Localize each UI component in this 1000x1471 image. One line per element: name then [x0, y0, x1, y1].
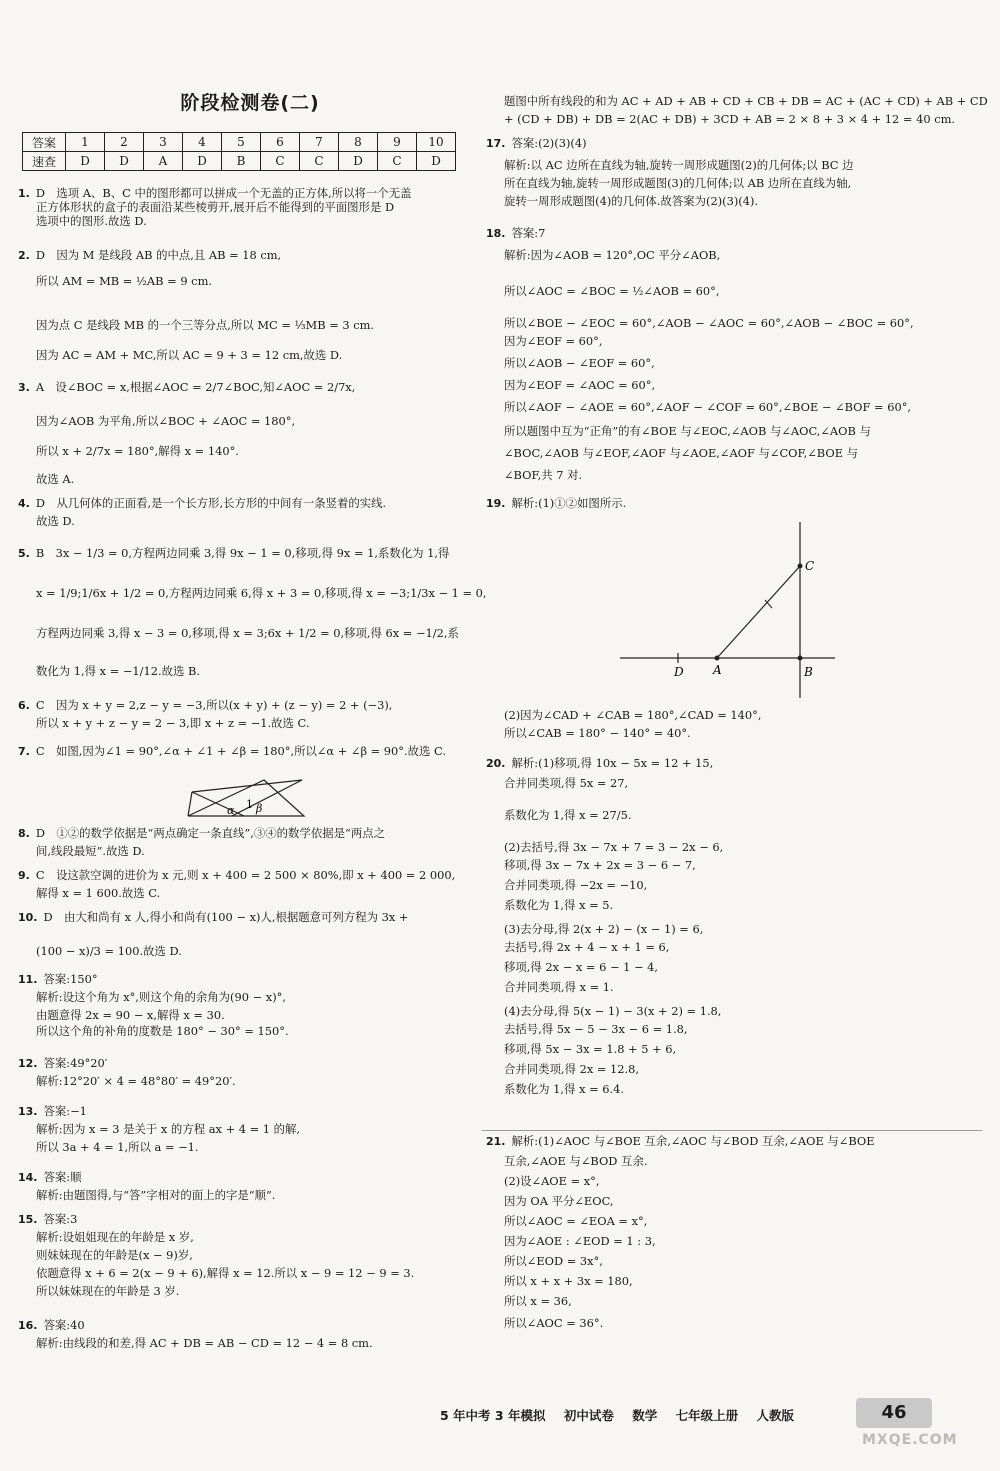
- text-line: [36, 1008, 225, 1022]
- text-line: [36, 318, 374, 332]
- line-text: 所以∠AOC = 36°.: [504, 1316, 604, 1330]
- line-text: 所以妹妹现在的年龄是 3 岁.: [36, 1284, 180, 1298]
- answer-table-cell: 7: [300, 133, 339, 152]
- question-number: 13.: [18, 1105, 38, 1118]
- line-text: 合并同类项,得 5x = 27,: [504, 776, 629, 790]
- text-line: [36, 1122, 300, 1136]
- question-number: 12.: [18, 1057, 38, 1070]
- text-line: [18, 496, 386, 511]
- text-line: [504, 1174, 599, 1188]
- text-line: [504, 176, 851, 190]
- beta-label: β: [256, 802, 263, 815]
- line-text: 解析:(1)①②如图所示.: [511, 496, 627, 510]
- line-text: 所以∠CAB = 180° − 140° = 40°.: [504, 726, 691, 740]
- line-text: 所以∠BOE − ∠EOC = 60°,∠AOB − ∠AOC = 60°,∠AOB − ∠BOC = 60°,: [504, 316, 914, 330]
- text-line: [504, 400, 911, 414]
- point-b-label: B: [804, 665, 813, 679]
- line-text: B 3x − 1/3 = 0,方程两边同乘 3,得 9x − 1 = 0,移项,得 9x = 1,系数化为 1,得: [35, 546, 450, 560]
- point-c-label: C: [805, 559, 815, 573]
- text-line: [504, 356, 655, 370]
- footer-brand: 5 年中考 3 年模拟: [440, 1408, 546, 1423]
- line-text: 系数化为 1,得 x = 27/5.: [504, 808, 632, 822]
- text-line: [504, 1194, 614, 1208]
- text-line: [504, 284, 719, 298]
- question-number: 6.: [18, 699, 30, 712]
- line-text: 答案:150°: [43, 972, 98, 986]
- text-line: [36, 1266, 414, 1280]
- line-text: (2)去括号,得 3x − 7x + 7 = 3 − 2x − 6,: [504, 840, 724, 854]
- text-line: [36, 1248, 193, 1262]
- line-text: 因为∠AOE : ∠EOD = 1 : 3,: [504, 1234, 656, 1248]
- question-number: 7.: [18, 745, 30, 758]
- line-text: 所以 3a + 4 = 1,所以 a = −1.: [36, 1140, 199, 1154]
- watermark: MXQE.COM: [862, 1432, 958, 1448]
- line-text: ∠BOF,共 7 对.: [504, 468, 583, 482]
- text-line: [36, 274, 212, 288]
- text-line: [504, 468, 582, 482]
- text-line: [36, 514, 75, 528]
- line-text: 所以∠EOD = 3x°,: [504, 1254, 603, 1268]
- line-text: + (CD + DB) + DB = 2(AC + DB) + 3CD + AB = 2 × 8 + 3 × 4 + 12 = 40 cm.: [504, 112, 956, 126]
- text-line: [36, 414, 295, 428]
- question-number: 9.: [18, 869, 30, 882]
- figure-q7: [182, 770, 312, 822]
- text-line: [504, 1214, 647, 1228]
- answer-table-cell: 9: [378, 133, 417, 152]
- text-line: [18, 248, 281, 263]
- line-text: C 设这款空调的进价为 x 元,则 x + 400 = 2 500 × 80%,即 x + 400 = 2 000,: [35, 868, 456, 882]
- text-line: [486, 136, 587, 151]
- answer-table-header: 答案: [23, 133, 66, 152]
- line-text: 所以 x = 36,: [504, 1294, 572, 1308]
- text-line: [486, 226, 545, 241]
- text-line: [18, 972, 98, 987]
- line-text: 解析:因为 x = 3 是关于 x 的方程 ax + 4 = 1 的解,: [36, 1122, 301, 1136]
- question-number: 1.: [18, 187, 30, 200]
- line-text: 因为点 C 是线段 MB 的一个三等分点,所以 MC = ⅓MB = 3 cm.: [36, 318, 375, 332]
- text-line: [504, 840, 723, 854]
- line-text: 解析:12°20′ × 4 = 48°80′ = 49°20′.: [36, 1074, 236, 1088]
- line-text: D 选项 A、B、C 中的图形都可以拼成一个无盖的正方体,所以将一个无盖: [35, 186, 412, 200]
- text-line: [18, 1056, 107, 1071]
- text-line: [36, 1140, 199, 1154]
- line-text: 因为 AC = AM + MC,所以 AC = 9 + 3 = 12 cm,故选 D.: [36, 348, 343, 362]
- line-text: 解析:设姐姐现在的年龄是 x 岁,: [36, 1230, 194, 1244]
- text-line: [504, 922, 703, 936]
- text-line: [504, 1254, 603, 1268]
- line-text: x = 1/9;1/6x + 1/2 = 0,方程两边同乘 6,得 x + 3 = 0,移项,得 x = −3;1/3x − 1 = 0,: [36, 586, 487, 600]
- answer-table-cell: C: [261, 152, 300, 171]
- line-text: D 从几何体的正面看,是一个长方形,长方形的中间有一条竖着的实线.: [35, 496, 387, 510]
- line-text: 解析:因为∠AOB = 120°,OC 平分∠AOB,: [504, 248, 721, 262]
- question-number: 4.: [18, 497, 30, 510]
- footer-edition: 人教版: [756, 1408, 794, 1423]
- question-number: 19.: [486, 497, 506, 510]
- section-divider: [482, 1130, 982, 1131]
- text-line: [504, 940, 669, 954]
- text-line: [18, 910, 408, 925]
- line-text: 答案:(2)(3)(4): [511, 136, 587, 150]
- text-line: [18, 1212, 77, 1227]
- line-text: 解析:(1)移项,得 10x − 5x = 12 + 15,: [511, 756, 714, 770]
- answer-table: [22, 132, 456, 171]
- line-text: D ①②的数学依据是“两点确定一条直线”,③④的数学依据是“两点之: [35, 826, 386, 840]
- answer-table-cell: D: [339, 152, 378, 171]
- figure-q19: [620, 518, 850, 704]
- line-text: 解得 x = 1 600.故选 C.: [36, 886, 161, 900]
- line-text: 解析:设这个角为 x°,则这个角的余角为(90 − x)°,: [36, 990, 286, 1004]
- question-number: 21.: [486, 1135, 506, 1148]
- line-text: 合并同类项,得 x = 1.: [504, 980, 614, 994]
- text-line: [504, 878, 647, 892]
- text-line: [504, 194, 758, 208]
- line-text: 选项中的图形.故选 D.: [36, 214, 147, 228]
- text-line: [36, 944, 182, 958]
- line-text: 答案:顺: [43, 1170, 82, 1184]
- point-a-label: A: [713, 663, 722, 677]
- line-text: 答案:3: [43, 1212, 78, 1226]
- line-text: 所以∠AOC = ∠BOC = ½∠AOB = 60°,: [504, 284, 720, 298]
- answer-table-cell: 8: [339, 133, 378, 152]
- question-number: 14.: [18, 1171, 38, 1184]
- alpha-label: α: [227, 804, 235, 817]
- point-d-label: D: [674, 665, 684, 679]
- answer-table-cell: D: [417, 152, 456, 171]
- line-text: D 由大和尚有 x 人,得小和尚有(100 − x)人,根据题意可列方程为 3x +: [43, 910, 409, 924]
- line-text: 合并同类项,得 2x = 12.8,: [504, 1062, 640, 1076]
- text-line: [504, 960, 658, 974]
- text-line: [486, 496, 626, 511]
- line-text: 去括号,得 5x − 5 − 3x − 6 = 1.8,: [504, 1022, 688, 1036]
- text-line: [504, 1234, 656, 1248]
- text-line: [36, 1074, 236, 1088]
- answer-table-cell: 4: [183, 133, 222, 152]
- answer-table-cell: D: [183, 152, 222, 171]
- text-line: [18, 546, 449, 561]
- text-line: [36, 1024, 289, 1038]
- text-line: [36, 664, 200, 678]
- line-text: 解析:由题图得,与“答”字相对的面上的字是“顺”.: [36, 1188, 276, 1202]
- line-text: 移项,得 5x − 3x = 1.8 + 5 + 6,: [504, 1042, 677, 1056]
- text-line: [504, 158, 854, 172]
- line-text: 所以∠AOC = ∠EOA = x°,: [504, 1214, 648, 1228]
- text-line: [36, 200, 394, 214]
- line-text: 所以这个角的补角的度数是 180° − 30° = 150°.: [36, 1024, 289, 1038]
- line-text: 移项,得 2x − x = 6 − 1 − 4,: [504, 960, 659, 974]
- text-line: [36, 444, 239, 458]
- line-text: C 如图,因为∠1 = 90°,∠α + ∠1 + ∠β = 180°,所以∠α + ∠β = 90°.故选 C.: [35, 744, 446, 758]
- answer-table-header: 速查: [23, 152, 66, 171]
- angle1-label: 1: [246, 798, 253, 811]
- text-line: [18, 1170, 82, 1185]
- line-text: 互余,∠AOE 与∠BOD 互余.: [504, 1154, 648, 1168]
- question-number: 20.: [486, 757, 506, 770]
- line-text: D 因为 M 是线段 AB 的中点,且 AB = 18 cm,: [35, 248, 282, 262]
- text-line: [36, 626, 459, 640]
- question-number: 8.: [18, 827, 30, 840]
- text-line: [36, 348, 342, 362]
- text-line: [36, 844, 145, 858]
- text-line: [504, 334, 602, 348]
- text-line: [504, 980, 614, 994]
- text-line: [504, 898, 613, 912]
- text-line: [504, 1042, 676, 1056]
- line-text: A 设∠BOC = x,根据∠AOC = 2/7∠BOC,知∠AOC = 2/7x,: [35, 380, 356, 394]
- line-text: (2)设∠AOE = x°,: [504, 1174, 600, 1188]
- line-text: 所以 AM = MB = ½AB = 9 cm.: [36, 274, 212, 288]
- line-text: 所以∠AOB − ∠EOF = 60°,: [504, 356, 655, 370]
- text-line: [36, 1336, 373, 1350]
- line-text: 故选 D.: [36, 514, 75, 528]
- question-number: 16.: [18, 1319, 38, 1332]
- text-line: [36, 990, 286, 1004]
- line-text: 去括号,得 2x + 4 − x + 1 = 6,: [504, 940, 670, 954]
- line-text: 旋转一周形成题图(4)的几何体.故答案为(2)(3)(4).: [504, 194, 759, 208]
- line-text: 因为∠EOF = ∠AOC = 60°,: [504, 378, 656, 392]
- text-line: [504, 708, 761, 722]
- line-text: 由题意得 2x = 90 − x,解得 x = 30.: [36, 1008, 225, 1022]
- text-line: [504, 446, 858, 460]
- text-line: [504, 776, 628, 790]
- line-text: 因为 OA 平分∠EOC,: [504, 1194, 614, 1208]
- page-number: 46: [856, 1398, 932, 1428]
- footer-type: 初中试卷: [563, 1408, 614, 1423]
- answer-table-cell: 2: [105, 133, 144, 152]
- line-text: 数化为 1,得 x = −1/12.故选 B.: [36, 664, 201, 678]
- question-number: 11.: [18, 973, 38, 986]
- line-text: 依题意得 x + 6 = 2(x − 9 + 6),解得 x = 12.所以 x − 9 = 12 − 9 = 3.: [36, 1266, 415, 1280]
- text-line: [504, 1022, 688, 1036]
- line-text: 答案:7: [511, 226, 546, 240]
- text-line: [36, 1284, 179, 1298]
- answer-table-cell: D: [105, 152, 144, 171]
- line-text: 合并同类项,得 −2x = −10,: [504, 878, 648, 892]
- text-line: [504, 1316, 603, 1330]
- question-number: 2.: [18, 249, 30, 262]
- line-text: C 因为 x + y = 2,z − y = −3,所以(x + y) + (z − y) = 2 + (−3),: [35, 698, 393, 712]
- text-line: [504, 94, 988, 108]
- text-line: [18, 380, 355, 395]
- question-number: 17.: [486, 137, 506, 150]
- line-text: 所在直线为轴,旋转一周形成题图(3)的几何体;以 AB 边所在直线为轴,: [504, 176, 852, 190]
- text-line: [18, 826, 385, 841]
- text-line: [36, 716, 310, 730]
- text-line: [504, 378, 655, 392]
- text-line: [504, 808, 631, 822]
- answer-table-cell: C: [378, 152, 417, 171]
- text-line: [504, 1294, 572, 1308]
- line-text: 所以 x + y + z − y = 2 − 3,即 x + z = −1.故选 C.: [36, 716, 310, 730]
- text-line: [504, 1274, 633, 1288]
- text-line: [36, 214, 147, 228]
- text-line: [18, 1318, 85, 1333]
- text-line: [18, 186, 411, 201]
- line-text: 因为∠AOB 为平角,所以∠BOC + ∠AOC = 180°,: [36, 414, 296, 428]
- text-line: [36, 886, 160, 900]
- footer-subject: 数学: [632, 1408, 658, 1423]
- line-text: 所以 x + 2/7x = 180°,解得 x = 140°.: [36, 444, 239, 458]
- line-text: 解析:(1)∠AOC 与∠BOE 互余,∠AOC 与∠BOD 互余,∠AOE 与∠BOE: [511, 1134, 875, 1148]
- line-text: (3)去分母,得 2(x + 2) − (x − 1) = 6,: [504, 922, 704, 936]
- text-line: [36, 472, 74, 486]
- line-text: 方程两边同乘 3,得 x − 3 = 0,移项,得 x = 3;6x + 1/2 = 0,移项,得 6x = −1/2,系: [36, 626, 459, 640]
- text-line: [18, 744, 446, 759]
- line-text: 系数化为 1,得 x = 6.4.: [504, 1082, 625, 1096]
- line-text: 所以题图中互为“正角”的有∠BOE 与∠EOC,∠AOB 与∠AOC,∠AOB 与: [504, 424, 871, 438]
- question-number: 15.: [18, 1213, 38, 1226]
- line-text: 答案:−1: [43, 1104, 87, 1118]
- answer-table-cell: 5: [222, 133, 261, 152]
- question-number: 5.: [18, 547, 30, 560]
- answer-table-cell: B: [222, 152, 261, 171]
- text-line: [504, 858, 696, 872]
- line-text: 故选 A.: [36, 472, 75, 486]
- line-text: 答案:49°20′: [43, 1056, 108, 1070]
- text-line: [18, 698, 392, 713]
- answer-table-cell: A: [144, 152, 183, 171]
- text-line: [18, 1104, 87, 1119]
- line-text: (2)因为∠CAD + ∠CAB = 180°,∠CAD = 140°,: [504, 708, 762, 722]
- footer-grade: 七年级上册: [675, 1408, 739, 1423]
- text-line: [504, 112, 955, 126]
- text-line: [18, 868, 455, 883]
- text-line: [504, 1004, 721, 1018]
- line-text: (4)去分母,得 5(x − 1) − 3(x + 2) = 1.8,: [504, 1004, 722, 1018]
- line-text: ∠BOC,∠AOB 与∠EOF,∠AOF 与∠AOE,∠AOF 与∠COF,∠BOE 与: [504, 446, 859, 460]
- line-text: 解析:由线段的和差,得 AC + DB = AB − CD = 12 − 4 = 8 cm.: [36, 1336, 373, 1350]
- text-line: [36, 586, 487, 600]
- text-line: [504, 1082, 624, 1096]
- text-line: [504, 726, 691, 740]
- footer: [440, 1406, 808, 1424]
- line-text: (100 − x)/3 = 100.故选 D.: [36, 944, 182, 958]
- line-text: 移项,得 3x − 7x + 2x = 3 − 6 − 7,: [504, 858, 696, 872]
- answer-table-cell: 10: [417, 133, 456, 152]
- line-text: 正方体形状的盒子的表面沿某些棱剪开,展开后不能得到的平面图形是 D: [36, 200, 395, 214]
- text-line: [504, 316, 914, 330]
- answer-table-cell: C: [300, 152, 339, 171]
- question-number: 3.: [18, 381, 30, 394]
- line-text: 则妹妹现在的年龄是(x − 9)岁,: [36, 1248, 193, 1262]
- line-text: 所以∠AOF − ∠AOE = 60°,∠AOF − ∠COF = 60°,∠BOE − ∠BOF = 60°,: [504, 400, 912, 414]
- answer-table-cell: 1: [66, 133, 105, 152]
- text-line: [36, 1230, 194, 1244]
- line-text: 系数化为 1,得 x = 5.: [504, 898, 614, 912]
- line-text: 答案:40: [43, 1318, 85, 1332]
- line-text: 因为∠EOF = 60°,: [504, 334, 603, 348]
- text-line: [486, 1134, 875, 1149]
- answer-table-cell: 3: [144, 133, 183, 152]
- text-line: [504, 248, 720, 262]
- text-line: [504, 424, 871, 438]
- line-text: 解析:以 AC 边所在直线为轴,旋转一周形成题图(2)的几何体;以 BC 边: [504, 158, 854, 172]
- text-line: [36, 1188, 275, 1202]
- question-number: 10.: [18, 911, 38, 924]
- question-number: 18.: [486, 227, 506, 240]
- line-text: 所以 x + x + 3x = 180,: [504, 1274, 633, 1288]
- answer-table-cell: 6: [261, 133, 300, 152]
- answer-table-cell: D: [66, 152, 105, 171]
- text-line: [504, 1062, 639, 1076]
- text-line: [504, 1154, 647, 1168]
- text-line: [486, 756, 713, 771]
- line-text: 间,线段最短”.故选 D.: [36, 844, 145, 858]
- line-text: 题图中所有线段的和为 AC + AD + AB + CD + CB + DB = AC + (AC + CD) + AB + CD: [504, 94, 988, 108]
- page-title: 阶段检测卷(二): [180, 92, 320, 114]
